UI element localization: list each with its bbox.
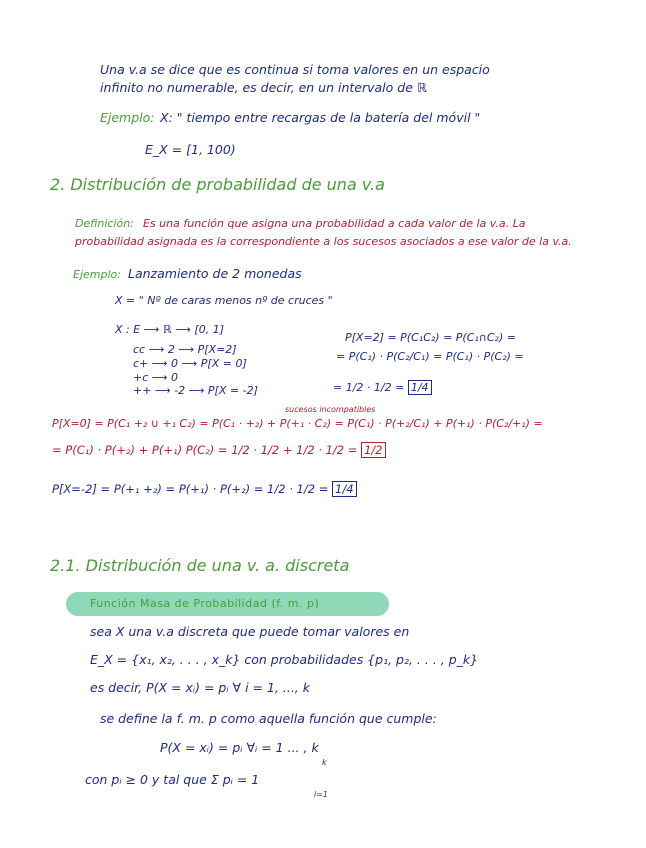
fmp-line-2: E_X = {x₁, x₂, . . . , x_k} con probabilidades {p₁, p₂, . . . , p_k} [90,652,479,667]
example-text: Lanzamiento de 2 monedas [128,266,302,281]
definition-text-1: Es una función que asigna una probabilidad a cada valor de la v.a. La [143,217,526,230]
pm2-result-box: 1/4 [332,481,357,497]
pm2-line [52,482,357,496]
p2-line-3-text: = 1/2 · 1/2 = [333,381,405,394]
mapping-row-2: c+ ⟶ 0 ⟶ P[X = 0] [133,357,247,370]
incompatible-note: sucesos incompatibles [285,405,376,414]
p0-line-2-text: = P(C₁) · P(+₂) + P(+₁) P(C₂) = 1/2 · 1/2 + 1/2 · 1/2 = [52,443,358,457]
sum-lower-bound: i=1 [314,790,329,799]
p0-line-1: P[X=0] = P(C₁ +₂ ∪ +₁ C₂) = P(C₁ · +₂) + P(+₁ · C₂) = P(C₁) · P(+₂/C₁) + P(+₁) · P(C₂/+₁) = [52,417,543,430]
intro-range: E_X = [1, 100) [145,142,236,157]
intro-example-text: X: " tiempo entre recargas de la batería del móvil " [160,110,481,125]
section-2-title: 2. Distribución de probabilidad de una v.a [50,175,385,194]
p2-line-1: P[X=2] = P(C₁C₂) = P(C₁∩C₂) = [345,331,516,344]
fmp-line-5: P(X = xᵢ) = pᵢ ∀ᵢ = 1 ... , k [160,740,319,755]
definition-label: Definición: [75,217,134,230]
fmp-line-4: se define la f. m. p como aquella función que cumple: [100,711,437,726]
fmp-line-1: sea X una v.a discreta que puede tomar valores en [90,624,410,639]
intro-example-label: Ejemplo: [100,110,155,125]
p2-line-3 [333,381,432,394]
fmp-line-3: es decir, P(X = xᵢ) = pᵢ ∀ i = 1, ..., k [90,680,310,695]
intro-line-1: Una v.a se dice que es continua si toma valores en un espacio [100,62,490,77]
sum-upper-bound: k [322,758,327,767]
section-2-1-title: 2.1. Distribución de una v. a. discreta [50,556,350,575]
fmp-label: Función Masa de Probabilidad (f. m. p) [90,597,320,610]
p0-line-2 [52,443,386,457]
p2-result-box: 1/4 [408,380,432,395]
mapping-row-4: ++ ⟶ -2 ⟶ P[X = -2] [133,384,258,397]
p0-result-box: 1/2 [361,442,386,458]
intro-line-2: infinito no numerable, es decir, en un intervalo de ℝ [100,80,427,95]
x-definition: X = " Nº de caras menos nº de cruces " [115,294,333,307]
fmp-line-6: con pᵢ ≥ 0 y tal que Σ pᵢ = 1 [85,772,260,787]
example-label: Ejemplo: [73,268,121,281]
mapping-row-3: +c ⟶ 0 [133,371,179,384]
p2-line-2: = P(C₁) · P(C₂/C₁) = P(C₁) · P(C₂) = [336,350,524,363]
definition-text-2: probabilidad asignada es la correspondiente a los sucesos asociados a ese valor de la v.a. [75,235,572,248]
mapping-row-1: cc ⟶ 2 ⟶ P[X=2] [133,343,237,356]
mapping-line: X : E ⟶ ℝ ⟶ [0, 1] [115,323,224,336]
pm2-line-text: P[X=-2] = P(+₁ +₂) = P(+₁) · P(+₂) = 1/2 · 1/2 = [52,482,329,496]
